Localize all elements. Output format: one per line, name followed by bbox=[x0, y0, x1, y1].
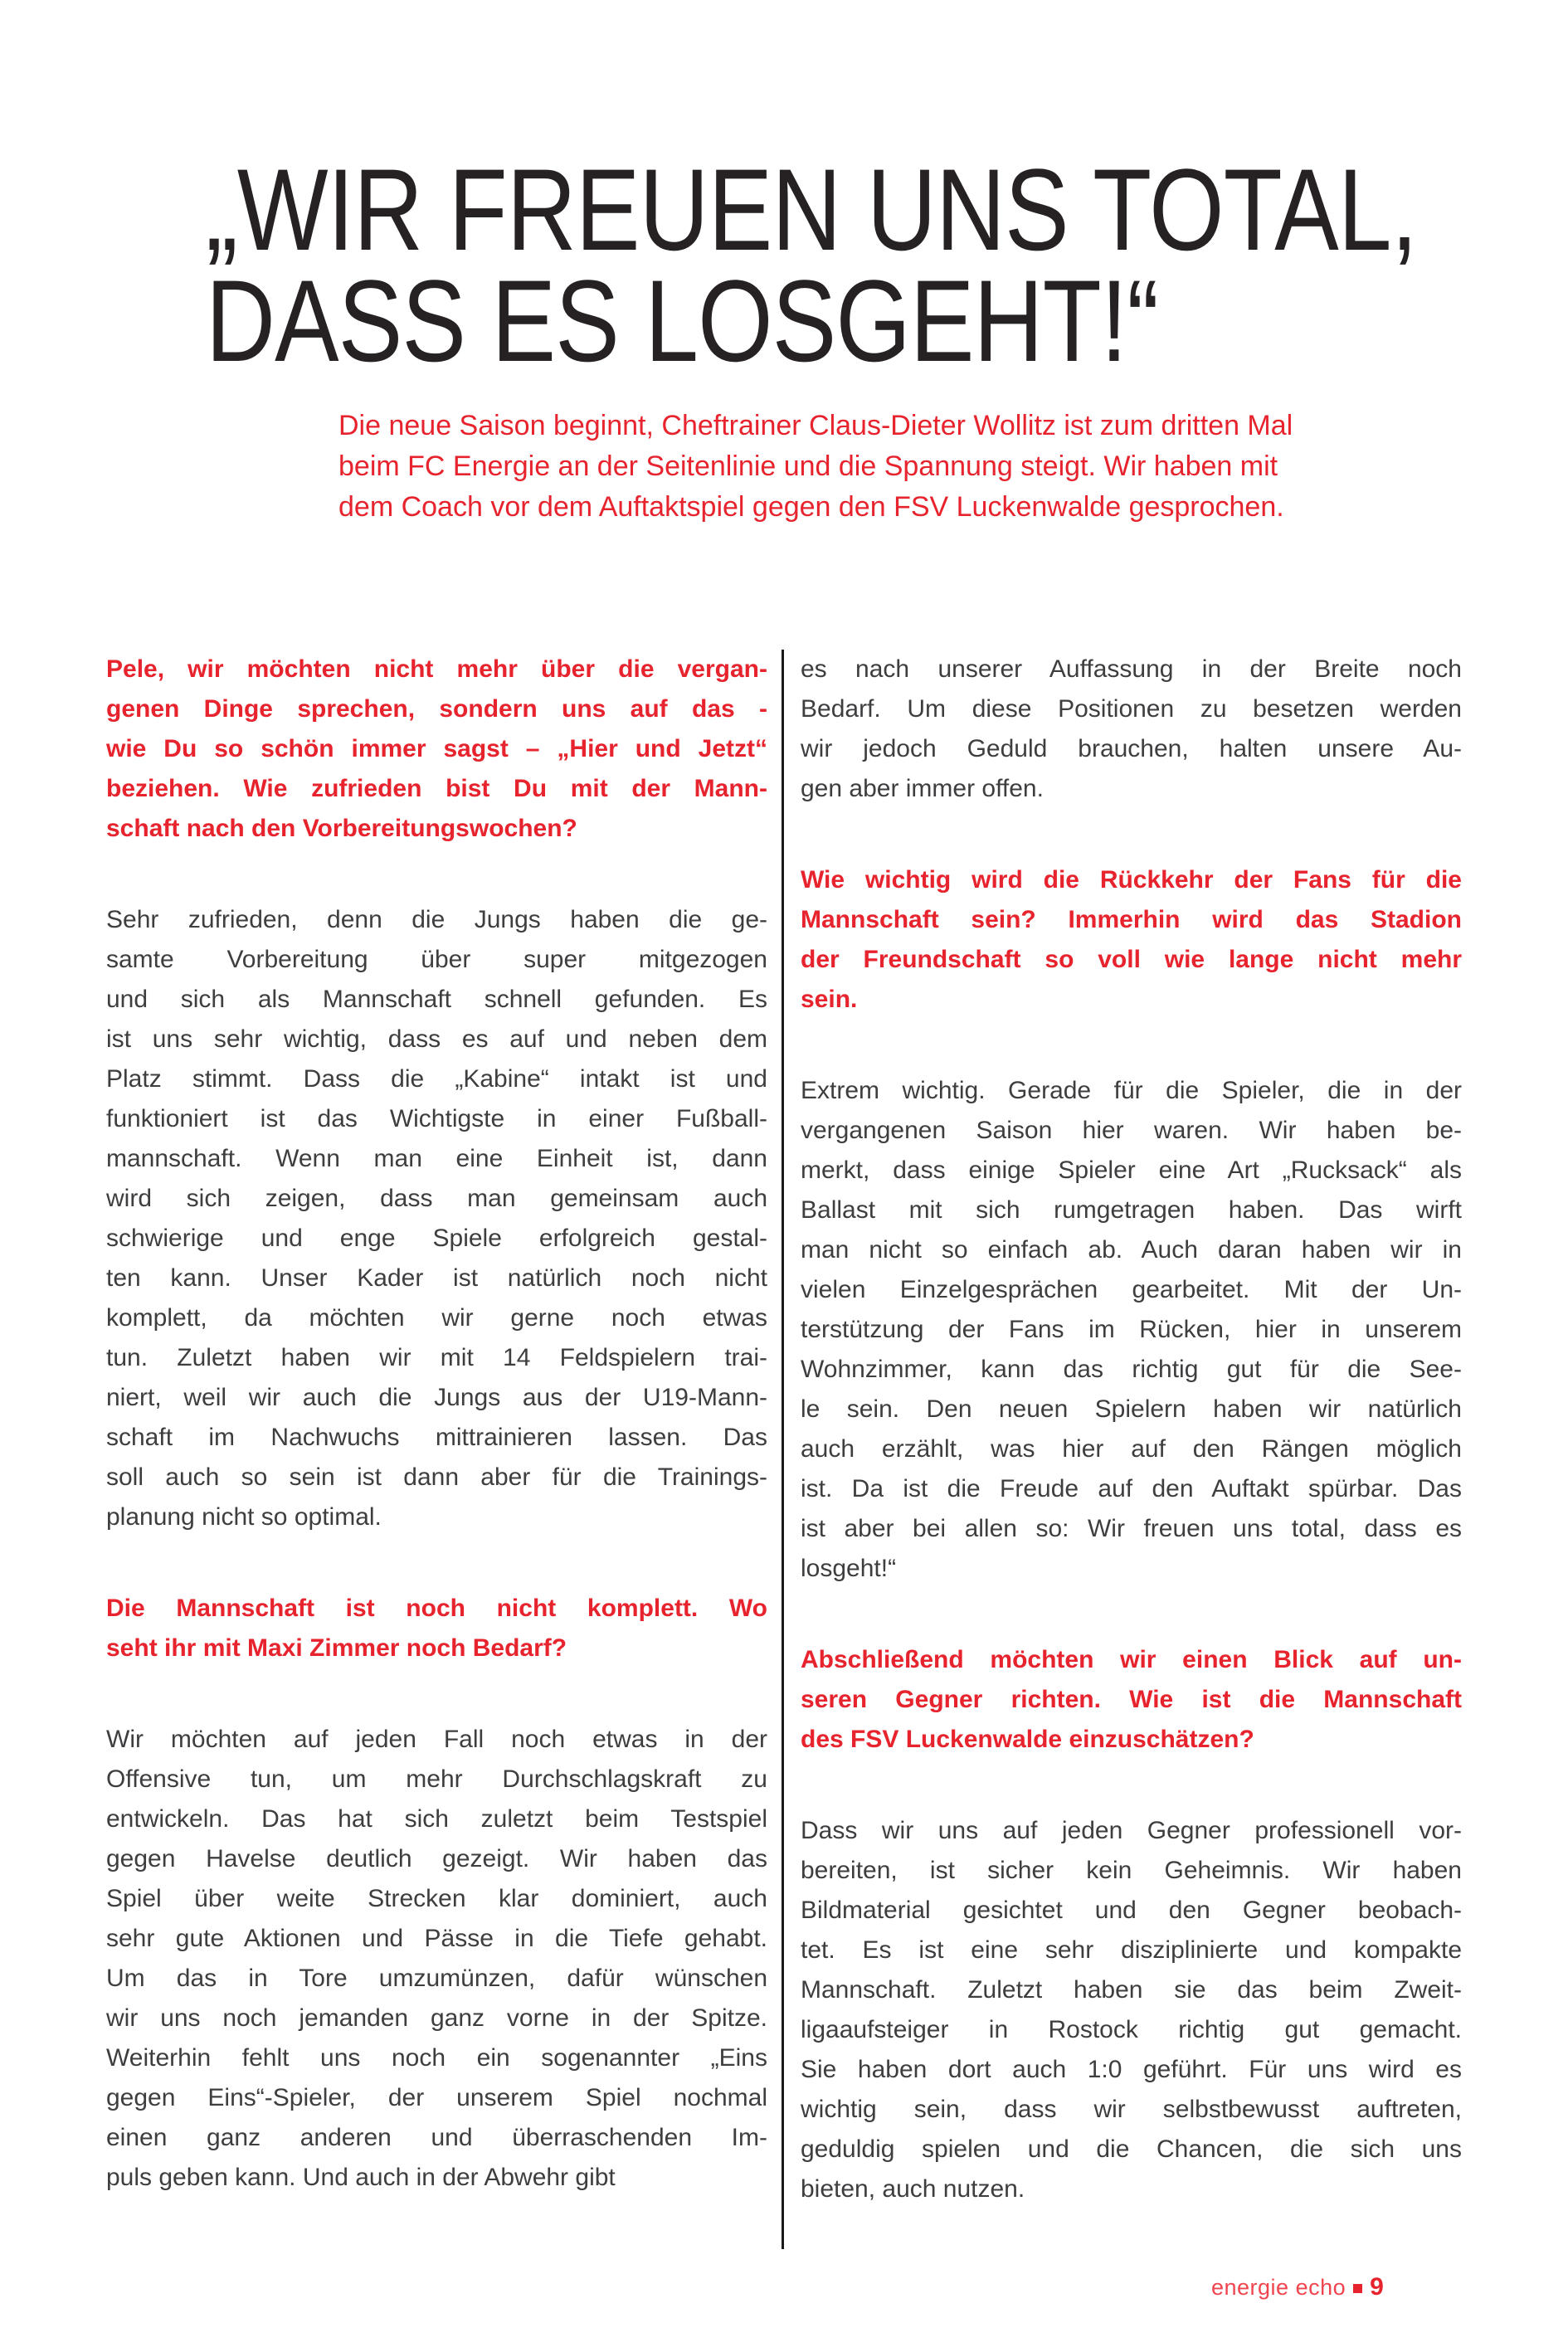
text-line: komplett, da möchten wir gerne noch etwas bbox=[106, 1304, 767, 1332]
text-line: der Freundschaft so voll wie lange nicht mehr bbox=[801, 946, 1462, 973]
text-line: Wie wichtig wird die Rückkehr der Fans für die bbox=[801, 866, 1462, 894]
text-line: Bildmaterial gesichtet und den Gegner beobach- bbox=[801, 1897, 1462, 1924]
text-line: seht ihr mit Maxi Zimmer noch Bedarf? bbox=[106, 1634, 567, 1662]
text-line: Sehr zufrieden, denn die Jungs haben die ge- bbox=[106, 906, 767, 933]
text-line: auch erzählt, was hier auf den Rängen möglich bbox=[801, 1435, 1462, 1463]
article-title-line-1: „WIR FREUEN UNS TOTAL, bbox=[206, 144, 1418, 275]
text-line: Um das in Tore umzumünzen, dafür wünschen bbox=[106, 1965, 767, 1992]
text-line: einen ganz anderen und überraschenden Im- bbox=[106, 2124, 767, 2151]
text-line: Mannschaft sein? Immerhin wird das Stadion bbox=[801, 906, 1462, 933]
text-line: bereiten, ist sicher kein Geheimnis. Wir haben bbox=[801, 1857, 1462, 1884]
text-line: Offensive tun, um mehr Durchschlagskraft zu bbox=[106, 1765, 767, 1793]
text-line: ligaaufsteiger in Rostock richtig gut gemacht. bbox=[801, 2016, 1462, 2043]
text-line: Wohnzimmer, kann das richtig gut für die See- bbox=[801, 1356, 1462, 1383]
text-line: planung nicht so optimal. bbox=[106, 1503, 382, 1531]
text-line: vielen Einzelgesprächen gearbeitet. Mit der Un- bbox=[801, 1276, 1462, 1303]
text-line: schaft nach den Vorbereitungswochen? bbox=[106, 815, 577, 842]
article-title-line-2: DASS ES LOSGEHT!“ bbox=[206, 256, 1159, 386]
text-line: tet. Es ist eine sehr disziplinierte und kompakte bbox=[801, 1936, 1462, 1964]
deck-line: Die neue Saison beginnt, Cheftrainer Claus-Dieter Wollitz ist zum dritten Mal bbox=[338, 410, 1293, 441]
text-line: beziehen. Wie zufrieden bist Du mit der Mann- bbox=[106, 775, 767, 802]
text-line: gegen Havelse deutlich gezeigt. Wir haben das bbox=[106, 1845, 767, 1872]
text-line: Sie haben dort auch 1:0 geführt. Für uns wird es bbox=[801, 2056, 1462, 2083]
text-line: Platz stimmt. Dass die „Kabine“ intakt ist und bbox=[106, 1065, 767, 1093]
text-line: es nach unserer Auffassung in der Breite noch bbox=[801, 655, 1462, 683]
page-footer bbox=[1211, 2273, 1384, 2301]
text-line: Spiel über weite Strecken klar dominiert, auch bbox=[106, 1885, 767, 1912]
interview-answer bbox=[106, 900, 767, 1537]
text-line: tun. Zuletzt haben wir mit 14 Feldspielern trai- bbox=[106, 1344, 767, 1371]
text-line: gen aber immer offen. bbox=[801, 775, 1044, 802]
interview-answer bbox=[801, 650, 1462, 809]
article-deck bbox=[338, 406, 1293, 528]
text-line: vergangenen Saison hier waren. Wir haben be- bbox=[801, 1117, 1462, 1144]
interview-answer bbox=[106, 1720, 767, 2198]
text-line: Wir möchten auf jeden Fall noch etwas in der bbox=[106, 1726, 767, 1753]
text-line: gegen Eins“-Spieler, der unserem Spiel nochmal bbox=[106, 2084, 767, 2111]
text-line: Die Mannschaft ist noch nicht komplett. Wo bbox=[106, 1595, 767, 1622]
text-line: terstützung der Fans im Rücken, hier in unserem bbox=[801, 1316, 1462, 1343]
text-line: Ballast mit sich rumgetragen haben. Das wirft bbox=[801, 1196, 1462, 1224]
text-line: wir uns noch jemanden ganz vorne in der Spitze. bbox=[106, 2004, 767, 2032]
text-line: Mannschaft. Zuletzt haben sie das beim Zweit- bbox=[801, 1976, 1462, 2004]
red-square-icon bbox=[1353, 2284, 1362, 2293]
interview-answer bbox=[801, 1811, 1462, 2209]
text-line: ist. Da ist die Freude auf den Auftakt spürbar. Das bbox=[801, 1475, 1462, 1502]
text-line: genen Dinge sprechen, sondern uns auf das - bbox=[106, 695, 767, 723]
article-title bbox=[206, 144, 1568, 386]
text-line: man nicht so einfach ab. Auch daran haben wir in bbox=[801, 1236, 1462, 1264]
text-line: puls geben kann. Und auch in der Abwehr gibt bbox=[106, 2164, 616, 2191]
text-line: schaft im Nachwuchs mittrainieren lassen. Das bbox=[106, 1424, 767, 1451]
interview-column-left bbox=[106, 650, 767, 2198]
text-line: Pele, wir möchten nicht mehr über die vergan- bbox=[106, 655, 767, 683]
deck-line: beim FC Energie an der Seitenlinie und die Spannung steigt. Wir haben mit bbox=[338, 450, 1278, 482]
text-line: funktioniert ist das Wichtigste in einer Fußball- bbox=[106, 1105, 767, 1132]
column-divider-rule bbox=[782, 650, 784, 2249]
text-line: ist aber bei allen so: Wir freuen uns total, dass es bbox=[801, 1515, 1462, 1542]
deck-line: dem Coach vor dem Auftaktspiel gegen den FSV Luckenwalde gesprochen. bbox=[338, 491, 1284, 523]
interview-question bbox=[801, 860, 1462, 1020]
interview-question bbox=[801, 1640, 1462, 1760]
text-line: soll auch so sein ist dann aber für die Trainings- bbox=[106, 1463, 767, 1491]
text-line: losgeht!“ bbox=[801, 1555, 897, 1582]
text-line: seren Gegner richten. Wie ist die Mannschaft bbox=[801, 1686, 1462, 1713]
text-line: bieten, auch nutzen. bbox=[801, 2175, 1025, 2203]
text-line: wichtig sein, dass wir selbstbewusst auftreten, bbox=[801, 2096, 1462, 2123]
text-line: wir jedoch Geduld brauchen, halten unsere Au- bbox=[801, 735, 1462, 762]
text-line: wie Du so schön immer sagst – „Hier und Jetzt“ bbox=[106, 735, 767, 762]
page-number: 9 bbox=[1370, 2273, 1384, 2301]
text-line: des FSV Luckenwalde einzuschätzen? bbox=[801, 1726, 1254, 1753]
text-line: und sich als Mannschaft schnell gefunden. Es bbox=[106, 986, 767, 1013]
interview-answer bbox=[801, 1071, 1462, 1589]
text-line: niert, weil wir auch die Jungs aus der U19-Mann- bbox=[106, 1384, 767, 1411]
text-line: samte Vorbereitung über super mitgezogen bbox=[106, 946, 767, 973]
text-line: geduldig spielen und die Chancen, die sich uns bbox=[801, 2135, 1462, 2163]
interview-column-right bbox=[801, 650, 1462, 2209]
text-line: wird sich zeigen, dass man gemeinsam auch bbox=[106, 1185, 767, 1212]
text-line: ten kann. Unser Kader ist natürlich noch nicht bbox=[106, 1264, 767, 1292]
text-line: sein. bbox=[801, 986, 858, 1013]
text-line: Bedarf. Um diese Positionen zu besetzen werden bbox=[801, 695, 1462, 723]
text-line: sehr gute Aktionen und Pässe in die Tiefe gehabt. bbox=[106, 1925, 767, 1952]
text-line: schwierige und enge Spiele erfolgreich gestal- bbox=[106, 1225, 767, 1252]
interview-question bbox=[106, 1589, 767, 1668]
text-line: Abschließend möchten wir einen Blick auf un- bbox=[801, 1646, 1462, 1673]
text-line: ist uns sehr wichtig, dass es auf und neben dem bbox=[106, 1025, 767, 1053]
text-line: Dass wir uns auf jeden Gegner professionell vor- bbox=[801, 1817, 1462, 1844]
text-line: le sein. Den neuen Spielern haben wir natürlich bbox=[801, 1395, 1462, 1423]
interview-question bbox=[106, 650, 767, 849]
text-line: entwickeln. Das hat sich zuletzt beim Testspiel bbox=[106, 1805, 767, 1833]
text-line: merkt, dass einige Spieler eine Art „Rucksack“ als bbox=[801, 1157, 1462, 1184]
text-line: Weiterhin fehlt uns noch ein sogenannter „Eins bbox=[106, 2044, 767, 2072]
magazine-name: energie echo bbox=[1211, 2274, 1346, 2300]
text-line: mannschaft. Wenn man eine Einheit ist, dann bbox=[106, 1145, 767, 1172]
text-line: Extrem wichtig. Gerade für die Spieler, die in der bbox=[801, 1077, 1462, 1104]
